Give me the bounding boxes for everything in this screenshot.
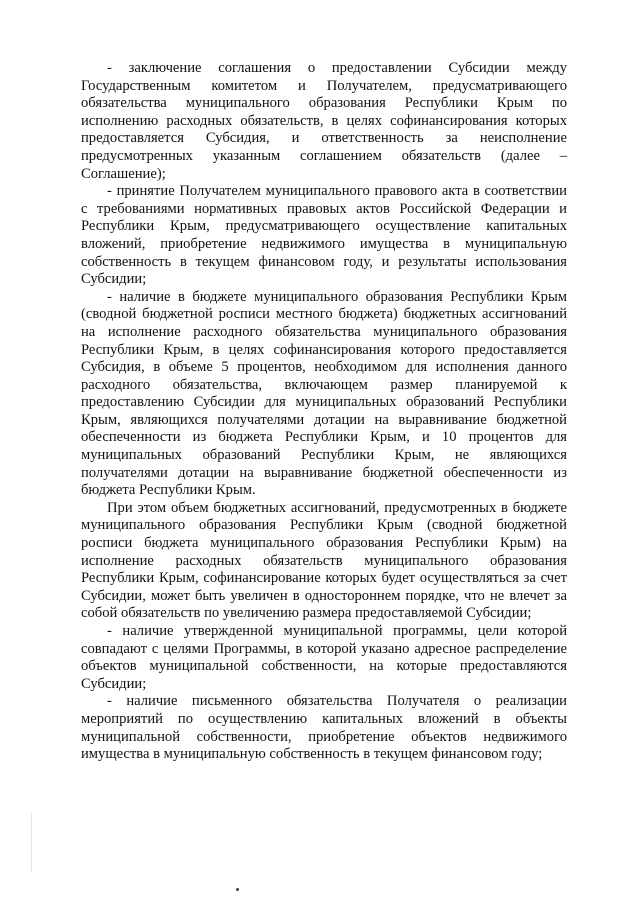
scan-artifact-dot: [236, 888, 239, 891]
document-body: [81, 60, 567, 764]
paragraph-budget-allocations: - наличие в бюджете муниципального образования Республики Крым (сводной бюджетной росписи местного бюджета) бюджетных ассигнований на исполнение расходного обязательства муниципального образования Республики Крым, в целях софинансирования которого предоставляется Субсидия, в объеме 5 процентов, необходимом для исполнения данного расходного обязательства, включающем размер планируемой к предоставлению Субсидии для муниципальных образований Республики Крым, являющихся получателями дотации на выравнивание бюджетной обеспеченности из бюджета Республики Крым, и 10 процентов для муниципальных образований Республики Крым, не являющихся получателями дотации на выравнивание бюджетной обеспеченности из бюджета Республики Крым.: [81, 288, 567, 499]
paragraph-legal-act-adoption: - принятие Получателем муниципального правового акта в соответствии с требованиями нормативных правовых актов Российской Федерации и Республики Крым, предусматривающего осуществление капитальных вложений, приобретение недвижимого имущества в муниципальную собственность в текущем финансовом году, и результаты использования Субсидии;: [81, 183, 567, 288]
paragraph-agreement-conclusion: - заключение соглашения о предоставлении Субсидии между Государственным комитетом и Получателем, предусматривающего обязательства муниципального образования Республики Крым по исполнению расходных обязательств, в целях софинансирования которых предоставляется Субсидия, и ответственность за неисполнение предусмотренных указанным соглашением обязательств (далее – Соглашение);: [81, 60, 567, 182]
paragraph-municipal-program: - наличие утвержденной муниципальной программы, цели которой совпадают с целями Программы, в которой указано адресное распределение объектов муниципальной собственности, на которые предоставляются Субсидии;: [81, 623, 567, 692]
paragraph-written-obligation: - наличие письменного обязательства Получателя о реализации мероприятий по осуществлению капитальных вложений в объекты муниципальной собственности, приобретение объектов недвижимого имущества в муниципальную собственность в текущем финансовом году;: [81, 693, 567, 763]
scan-edge-mark: [31, 812, 32, 872]
paragraph-budget-volume-note: При этом объем бюджетных ассигнований, предусмотренных в бюджете муниципального образования Республики Крым (сводной бюджетной росписи бюджета муниципального образования Республики Крым) на исполнение расходных обязательств муниципального образования Республики Крым, софинансирование которых будет осуществляться за счет Субсидии, может быть увеличен в одностороннем порядке, что не влечет за собой обязательств по увеличению размера предоставляемой Субсидии;: [81, 499, 567, 622]
